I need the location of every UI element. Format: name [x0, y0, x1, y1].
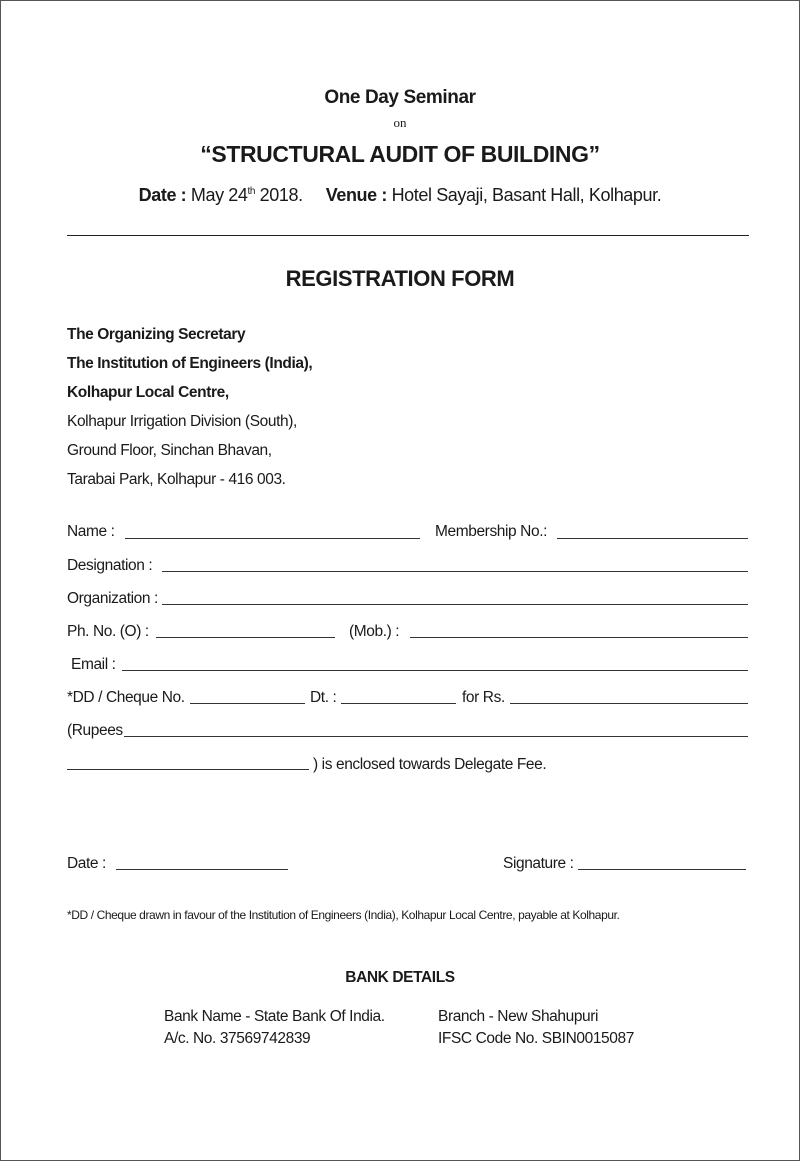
address-line-4: Kolhapur Irrigation Division (South), [67, 413, 297, 430]
footnote: *DD / Cheque drawn in favour of the Institution of Engineers (India), Kolhapur Local Centre, payable at Kolhapur. [67, 908, 620, 922]
phone-field[interactable] [156, 637, 335, 638]
date-field[interactable] [116, 869, 288, 870]
rupees-field[interactable] [124, 736, 748, 737]
address-line-1: The Organizing Secretary [67, 326, 246, 343]
address-line-2: The Institution of Engineers (India), [67, 355, 313, 372]
phone-label: Ph. No. (O) : [67, 623, 149, 640]
address-line-3: Kolhapur Local Centre, [67, 384, 229, 401]
membership-label: Membership No.: [435, 523, 548, 540]
name-field[interactable] [125, 538, 420, 539]
designation-field[interactable] [162, 571, 748, 572]
dd-field[interactable] [190, 703, 305, 704]
dt-label: Dt. : [310, 689, 337, 706]
mobile-label: (Mob.) : [349, 623, 400, 640]
date-label-sign: Date : [67, 855, 106, 872]
organization-field[interactable] [162, 604, 748, 605]
date-label: Date : [138, 185, 187, 205]
signature-label: Signature : [503, 855, 574, 872]
seminar-on: on [393, 115, 407, 130]
date-venue-line [0, 185, 800, 206]
designation-label: Designation : [67, 557, 153, 574]
seminar-title: One Day Seminar [324, 87, 476, 108]
rupees-continued-field[interactable] [67, 769, 309, 770]
dt-field[interactable] [341, 703, 456, 704]
mobile-field[interactable] [410, 637, 748, 638]
membership-field[interactable] [557, 538, 748, 539]
rupees-label: (Rupees [67, 722, 123, 739]
rs-field[interactable] [510, 703, 748, 704]
bank-name: Bank Name - State Bank Of India. [164, 1008, 385, 1025]
divider [67, 235, 749, 236]
address-line-5: Ground Floor, Sinchan Bhavan, [67, 442, 272, 459]
venue-label: Venue : [325, 185, 387, 205]
email-label: Email : [71, 656, 116, 673]
signature-field[interactable] [578, 869, 746, 870]
form-title: REGISTRATION FORM [285, 266, 515, 291]
address-line-6: Tarabai Park, Kolhapur - 416 003. [67, 471, 286, 488]
bank-details-title: BANK DETAILS [345, 969, 455, 986]
venue-value: Hotel Sayaji, Basant Hall, Kolhapur. [391, 185, 662, 205]
email-field[interactable] [122, 670, 748, 671]
bank-branch: Branch - New Shahupuri [438, 1008, 599, 1025]
organization-label: Organization : [67, 590, 158, 607]
bank-ifsc: IFSC Code No. SBIN0015087 [438, 1030, 634, 1047]
enclosed-text: ) is enclosed towards Delegate Fee. [313, 756, 547, 773]
date-value: May 24th 2018. [190, 185, 303, 205]
seminar-subject: “STRUCTURAL AUDIT OF BUILDING” [200, 141, 600, 167]
for-rs-label: for Rs. [462, 689, 505, 706]
name-label: Name : [67, 523, 115, 540]
dd-label: *DD / Cheque No. [67, 689, 185, 706]
bank-account: A/c. No. 37569742839 [164, 1030, 311, 1047]
